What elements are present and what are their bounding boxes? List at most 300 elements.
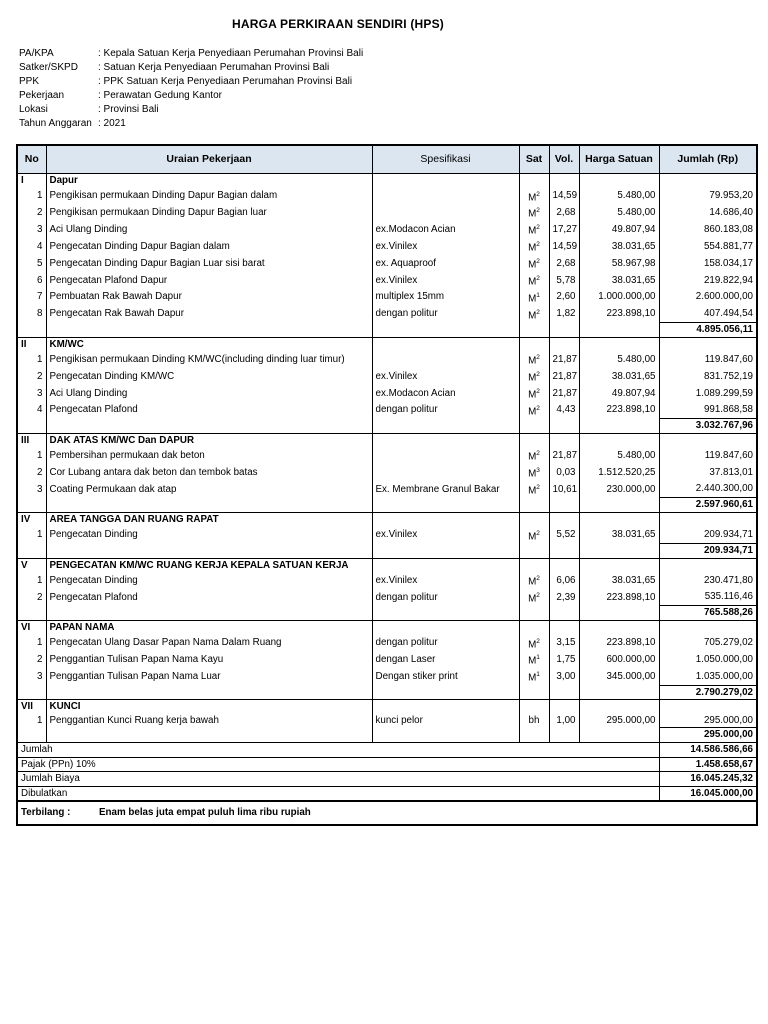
info-key: Lokasi [19, 104, 48, 115]
unit-base: bh [528, 715, 540, 727]
unit-exponent: 2 [536, 529, 540, 537]
table-row [17, 272, 757, 289]
empty-cell [372, 322, 519, 337]
unit-base: M [528, 225, 537, 237]
unit-base: M [528, 468, 537, 480]
subtotal-row [17, 322, 757, 337]
item-unit-price: 5.480,00 [579, 447, 659, 464]
terbilang-label: Terbilang : [21, 807, 71, 819]
empty-cell [519, 700, 549, 714]
unit-base: M [528, 191, 537, 203]
unit-base: M [528, 451, 537, 463]
item-spec: dengan politur [372, 306, 519, 323]
empty-cell [659, 700, 757, 714]
empty-cell [549, 498, 579, 513]
header-no: No [17, 145, 46, 174]
item-volume: 14,59 [549, 238, 579, 255]
section-roman: V [17, 558, 46, 572]
total-row [17, 786, 757, 801]
hps-table [16, 144, 758, 826]
item-spec: ex.Vinilex [372, 238, 519, 255]
item-amount: 119.847,60 [704, 353, 753, 365]
item-amount: 860.183,08 [703, 223, 753, 235]
item-spec: Dengan stiker print [372, 668, 519, 685]
table-row [17, 188, 757, 205]
section-title: AREA TANGGA DAN RUANG RAPAT [46, 512, 372, 526]
info-key: Pekerjaan [19, 90, 65, 101]
item-spec: ex.Vinilex [372, 272, 519, 289]
table-row [17, 385, 757, 402]
empty-cell [372, 728, 519, 743]
section-row [17, 433, 757, 447]
info-row [19, 89, 363, 103]
item-unit-price: 38.031,65 [579, 572, 659, 589]
empty-cell [519, 174, 549, 188]
item-amount: 158.034,17 [703, 257, 753, 269]
table-row [17, 527, 757, 544]
item-no: 2 [17, 651, 46, 668]
empty-cell [17, 728, 46, 743]
item-spec [372, 464, 519, 481]
item-unit [519, 635, 549, 652]
unit-exponent: 2 [536, 258, 540, 266]
table-row [17, 668, 757, 685]
info-row [19, 75, 363, 89]
empty-cell [579, 322, 659, 337]
empty-cell [659, 174, 757, 188]
item-unit [519, 351, 549, 368]
table-row [17, 572, 757, 589]
empty-cell [579, 419, 659, 434]
table-row [17, 306, 757, 323]
section-subtotal: 3.032.767,96 [659, 419, 757, 434]
section-subtotal: 2.597.960,61 [659, 498, 757, 513]
item-volume: 0,03 [549, 464, 579, 481]
empty-cell [372, 606, 519, 621]
unit-exponent: 2 [536, 575, 540, 583]
section-roman: IV [17, 512, 46, 526]
subtotal-row [17, 685, 757, 700]
item-description: Aci Ulang Dinding [46, 385, 372, 402]
unit-base: M [528, 259, 537, 271]
item-no: 1 [17, 188, 46, 205]
item-unit [519, 572, 549, 589]
table-row [17, 289, 757, 306]
unit-exponent: 2 [536, 591, 540, 599]
item-unit [519, 204, 549, 221]
item-no: 4 [17, 402, 46, 419]
item-spec [372, 447, 519, 464]
empty-cell [549, 543, 579, 558]
empty-cell [46, 543, 372, 558]
item-no: 2 [17, 368, 46, 385]
item-description: Penggantian Tulisan Papan Nama Kayu [46, 651, 372, 668]
item-no: 3 [17, 385, 46, 402]
item-amount: 14.686,40 [709, 207, 753, 219]
item-unit-price: 295.000,00 [579, 714, 659, 728]
section-row [17, 558, 757, 572]
empty-cell [17, 498, 46, 513]
table-row [17, 402, 757, 419]
unit-exponent: 1 [536, 671, 540, 679]
item-unit [519, 221, 549, 238]
item-description: Pengikisan permukaan Dinding Dapur Bagian dalam [46, 188, 372, 205]
empty-cell [46, 606, 372, 621]
item-volume: 2,68 [549, 255, 579, 272]
empty-cell [372, 558, 519, 572]
empty-cell [372, 620, 519, 634]
empty-cell [46, 322, 372, 337]
unit-exponent: 2 [536, 190, 540, 198]
item-unit-price: 49.807,94 [579, 221, 659, 238]
info-row [19, 117, 363, 131]
empty-cell [519, 558, 549, 572]
unit-exponent: 3 [536, 467, 540, 475]
item-volume: 21,87 [549, 447, 579, 464]
total-row [17, 772, 757, 787]
unit-exponent: 2 [536, 637, 540, 645]
table-row [17, 221, 757, 238]
item-unit [519, 188, 549, 205]
header-sat: Sat [519, 145, 549, 174]
empty-cell [519, 337, 549, 351]
empty-cell [372, 419, 519, 434]
item-description: Aci Ulang Dinding [46, 221, 372, 238]
unit-exponent: 2 [536, 308, 540, 316]
item-unit-price: 1.512.520,25 [579, 464, 659, 481]
section-roman: VI [17, 620, 46, 634]
section-title: DAK ATAS KM/WC Dan DAPUR [46, 433, 372, 447]
item-amount: 991.868,58 [703, 404, 753, 416]
item-description: Pengecatan Plafond Dapur [46, 272, 372, 289]
item-amount: 1.035.000,00 [695, 670, 753, 682]
section-subtotal: 2.790.279,02 [659, 685, 757, 700]
unit-exponent: 1 [536, 654, 540, 662]
empty-cell [17, 543, 46, 558]
section-roman: VII [17, 700, 46, 714]
empty-cell [579, 512, 659, 526]
item-no: 3 [17, 481, 46, 498]
header-uraian: Uraian Pekerjaan [46, 145, 372, 174]
item-unit-price: 5.480,00 [579, 188, 659, 205]
empty-cell [549, 433, 579, 447]
item-unit [519, 255, 549, 272]
empty-cell [579, 174, 659, 188]
table-row [17, 635, 757, 652]
item-amount: 79.953,20 [709, 190, 753, 202]
item-unit [519, 668, 549, 685]
section-roman: I [17, 174, 46, 188]
empty-cell [549, 700, 579, 714]
item-unit-price: 230.000,00 [579, 481, 659, 498]
empty-cell [46, 685, 372, 700]
item-unit-price: 1.000.000,00 [579, 289, 659, 306]
item-volume: 4,43 [549, 402, 579, 419]
unit-base: M [528, 242, 537, 254]
item-no: 5 [17, 255, 46, 272]
item-volume: 21,87 [549, 368, 579, 385]
section-title: KM/WC [46, 337, 372, 351]
item-no: 1 [17, 714, 46, 728]
empty-cell [46, 728, 372, 743]
unit-base: M [528, 593, 537, 605]
item-volume: 3,00 [549, 668, 579, 685]
section-title: PENGECATAN KM/WC RUANG KERJA KEPALA SATUAN KERJA [46, 558, 372, 572]
item-description: Penggantian Tulisan Papan Nama Luar [46, 668, 372, 685]
section-title: Dapur [46, 174, 372, 188]
subtotal-row [17, 543, 757, 558]
subtotal-row [17, 606, 757, 621]
item-spec [372, 351, 519, 368]
header-harga-satuan: Harga Satuan [579, 145, 659, 174]
item-no: 7 [17, 289, 46, 306]
info-block [19, 47, 363, 131]
terbilang-text: Enam belas juta empat puluh lima ribu rupiah [99, 807, 311, 819]
unit-base: M [528, 530, 537, 542]
total-value: 16.045.000,00 [659, 786, 757, 801]
item-description: Pengikisan permukaan Dinding KM/WC(including dinding luar timur) [46, 351, 372, 368]
item-description: Pengecatan Plafond [46, 402, 372, 419]
unit-base: M [528, 576, 537, 588]
item-amount: 37.813,01 [709, 466, 753, 478]
empty-cell [519, 728, 549, 743]
empty-cell [46, 419, 372, 434]
item-unit-price: 38.031,65 [579, 272, 659, 289]
total-value: 16.045.245,32 [659, 772, 757, 787]
item-unit-price: 49.807,94 [579, 385, 659, 402]
empty-cell [519, 419, 549, 434]
item-description: Cor Lubang antara dak beton dan tembok batas [46, 464, 372, 481]
item-unit-price: 38.031,65 [579, 368, 659, 385]
empty-cell [659, 558, 757, 572]
empty-cell [372, 685, 519, 700]
total-label: Pajak (PPn) 10% [17, 757, 659, 772]
item-spec: dengan Laser [372, 651, 519, 668]
empty-cell [17, 685, 46, 700]
item-description: Pengecatan Plafond [46, 589, 372, 606]
item-description: Penggantian Kunci Ruang kerja bawah [46, 714, 372, 728]
item-unit [519, 272, 549, 289]
unit-base: M [528, 372, 537, 384]
unit-base: M [528, 355, 537, 367]
item-description: Pembuatan Rak Bawah Dapur [46, 289, 372, 306]
empty-cell [372, 433, 519, 447]
header-jumlah: Jumlah (Rp) [659, 145, 757, 174]
item-amount: 1.089.299,59 [695, 387, 753, 399]
info-key: Satker/SKPD [19, 62, 78, 73]
unit-exponent: 2 [536, 450, 540, 458]
empty-cell [17, 606, 46, 621]
unit-exponent: 2 [536, 207, 540, 215]
item-volume: 1,75 [549, 651, 579, 668]
empty-cell [579, 685, 659, 700]
info-value: : Provinsi Bali [98, 104, 159, 115]
item-description: Pengikisan permukaan Dinding Dapur Bagian luar [46, 204, 372, 221]
subtotal-row [17, 419, 757, 434]
table-row [17, 255, 757, 272]
item-amount: 119.847,60 [704, 449, 753, 461]
item-unit [519, 306, 549, 323]
empty-cell [372, 512, 519, 526]
unit-base: M [528, 293, 537, 305]
item-spec: dengan politur [372, 402, 519, 419]
unit-base: M [528, 208, 537, 220]
unit-base: M [528, 655, 537, 667]
item-unit-price: 58.967,98 [579, 255, 659, 272]
item-no: 6 [17, 272, 46, 289]
empty-cell [579, 558, 659, 572]
unit-exponent: 2 [536, 387, 540, 395]
total-value: 14.586.586,66 [659, 742, 757, 757]
empty-cell [659, 620, 757, 634]
total-row [17, 757, 757, 772]
item-amount: 705.279,02 [703, 637, 753, 649]
unit-exponent: 2 [536, 241, 540, 249]
item-spec: dengan politur [372, 635, 519, 652]
empty-cell [579, 337, 659, 351]
section-subtotal: 209.934,71 [659, 543, 757, 558]
item-unit [519, 447, 549, 464]
empty-cell [579, 620, 659, 634]
item-amount: 535.116,46 [704, 591, 753, 603]
item-volume: 21,87 [549, 385, 579, 402]
subtotal-row [17, 728, 757, 743]
empty-cell [46, 498, 372, 513]
section-subtotal: 295.000,00 [659, 728, 757, 743]
item-description: Pengecatan Ulang Dasar Papan Nama Dalam Ruang [46, 635, 372, 652]
terbilang-row [17, 801, 757, 825]
table-row [17, 204, 757, 221]
info-key: Tahun Anggaran [19, 118, 92, 129]
item-unit [519, 589, 549, 606]
info-value: : Kepala Satuan Kerja Penyediaan Perumahan Provinsi Bali [98, 48, 364, 59]
empty-cell [659, 512, 757, 526]
unit-base: M [528, 406, 537, 417]
item-unit-price: 345.000,00 [579, 668, 659, 685]
section-subtotal: 765.588,26 [659, 606, 757, 621]
item-volume: 5,78 [549, 272, 579, 289]
empty-cell [372, 498, 519, 513]
item-unit-price: 223.898,10 [579, 635, 659, 652]
total-row [17, 742, 757, 757]
item-spec: multiplex 15mm [372, 289, 519, 306]
item-volume: 14,59 [549, 188, 579, 205]
section-row [17, 620, 757, 634]
unit-exponent: 2 [536, 404, 540, 412]
empty-cell [519, 620, 549, 634]
item-unit [519, 385, 549, 402]
item-no: 1 [17, 635, 46, 652]
item-unit-price: 600.000,00 [579, 651, 659, 668]
empty-cell [579, 498, 659, 513]
item-unit [519, 402, 549, 419]
item-amount: 2.600.000,00 [695, 291, 753, 303]
empty-cell [549, 606, 579, 621]
item-volume: 6,06 [549, 572, 579, 589]
item-no: 3 [17, 221, 46, 238]
item-no: 3 [17, 668, 46, 685]
item-spec: ex.Modacon Acian [372, 385, 519, 402]
empty-cell [519, 433, 549, 447]
total-label: Jumlah Biaya [17, 772, 659, 787]
empty-cell [519, 322, 549, 337]
table-header-row [17, 145, 757, 174]
empty-cell [372, 700, 519, 714]
item-no: 2 [17, 589, 46, 606]
item-spec [372, 188, 519, 205]
empty-cell [549, 685, 579, 700]
item-no: 1 [17, 447, 46, 464]
item-amount: 230.471,80 [703, 574, 753, 586]
unit-base: M [528, 638, 537, 650]
item-amount: 407.494,54 [703, 307, 753, 319]
empty-cell [549, 558, 579, 572]
item-unit [519, 651, 549, 668]
empty-cell [372, 543, 519, 558]
unit-base: M [528, 309, 537, 321]
header-vol: Vol. [549, 145, 579, 174]
empty-cell [579, 728, 659, 743]
item-spec: kunci pelor [372, 714, 519, 728]
item-no: 1 [17, 351, 46, 368]
empty-cell [519, 512, 549, 526]
empty-cell [659, 433, 757, 447]
item-description: Coating Permukaan dak atap [46, 481, 372, 498]
item-unit [519, 464, 549, 481]
info-value: : Perawatan Gedung Kantor [98, 90, 222, 101]
item-unit-price: 223.898,10 [579, 589, 659, 606]
empty-cell [579, 433, 659, 447]
item-spec: Ex. Membrane Granul Bakar [372, 481, 519, 498]
item-spec: ex.Modacon Acian [372, 221, 519, 238]
info-value: : PPK Satuan Kerja Penyediaan Perumahan Provinsi Bali [98, 76, 353, 87]
section-title: KUNCI [46, 700, 372, 714]
item-amount: 219.822,94 [703, 274, 753, 286]
total-label: Jumlah [17, 742, 659, 757]
item-description: Pengecatan Dinding [46, 572, 372, 589]
item-amount: 209.934,71 [703, 528, 753, 540]
item-description: Pengecatan Dinding Dapur Bagian Luar sisi barat [46, 255, 372, 272]
unit-exponent: 1 [536, 291, 540, 299]
item-volume: 3,15 [549, 635, 579, 652]
unit-base: M [528, 389, 537, 401]
item-description: Pengecatan Dinding [46, 527, 372, 544]
item-amount: 831.752,19 [703, 370, 753, 382]
item-description: Pengecatan Dinding KM/WC [46, 368, 372, 385]
empty-cell [17, 419, 46, 434]
info-row [19, 103, 363, 117]
item-volume: 5,52 [549, 527, 579, 544]
item-no: 2 [17, 204, 46, 221]
unit-base: M [528, 276, 537, 288]
item-unit-price: 38.031,65 [579, 238, 659, 255]
item-no: 2 [17, 464, 46, 481]
table-row [17, 368, 757, 385]
info-key: PA/KPA [19, 48, 54, 59]
item-spec: ex. Aquaproof [372, 255, 519, 272]
section-roman: III [17, 433, 46, 447]
empty-cell [549, 337, 579, 351]
empty-cell [519, 606, 549, 621]
table-row [17, 447, 757, 464]
document-title: HARGA PERKIRAAN SENDIRI (HPS) [231, 17, 445, 31]
item-unit-price: 223.898,10 [579, 402, 659, 419]
table-row [17, 589, 757, 606]
terbilang-cell [17, 801, 757, 825]
unit-exponent: 2 [536, 224, 540, 232]
section-title: PAPAN NAMA [46, 620, 372, 634]
item-unit-price: 5.480,00 [579, 351, 659, 368]
